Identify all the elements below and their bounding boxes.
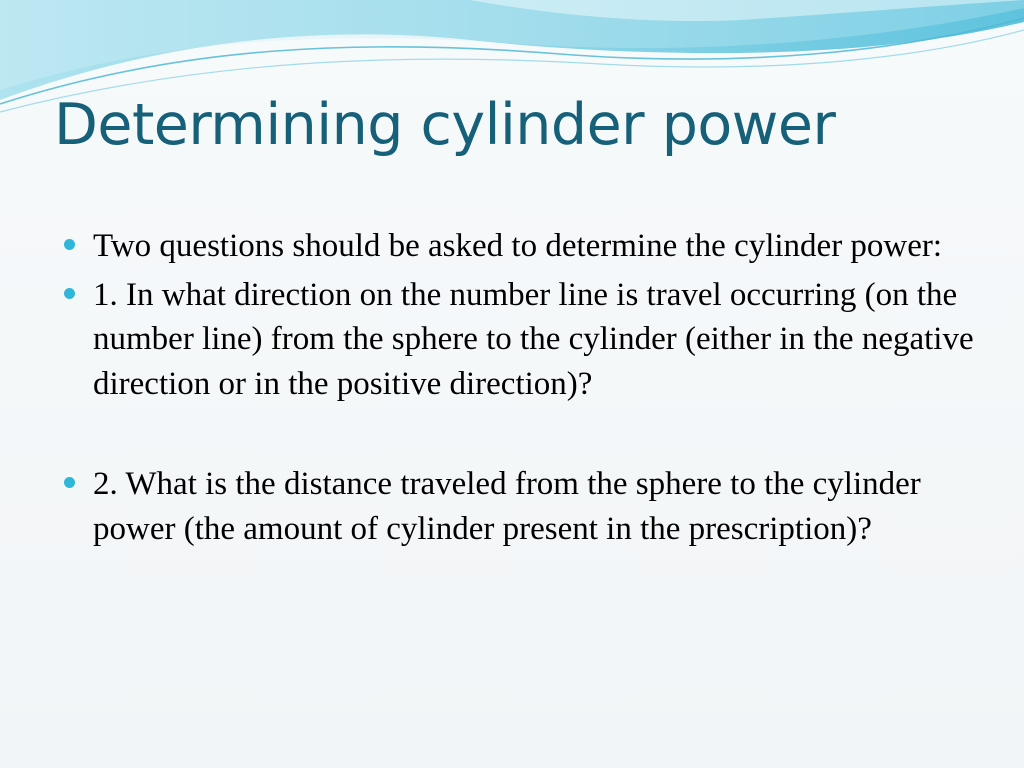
bullet-dot-icon: [64, 239, 75, 250]
bullet-item: [62, 273, 982, 407]
bullet-list: [62, 224, 982, 555]
slide-title: Determining cylinder power: [54, 92, 836, 158]
bullet-dot-icon: [64, 288, 75, 299]
bullet-text: 2. What is the distance traveled from the sphere to the cylinder power (the amount of cylinder present in the prescription)?: [93, 466, 921, 547]
bullet-item: [62, 224, 982, 269]
bullet-text: 1. In what direction on the number line is travel occurring (on the number line) from the sphere to the cylinder (either in the negative direction or in the positive direction)?: [93, 276, 974, 402]
bullet-dot-icon: [64, 477, 75, 488]
bullet-item: [62, 462, 982, 551]
bullet-text: Two questions should be asked to determine the cylinder power:: [93, 228, 943, 264]
